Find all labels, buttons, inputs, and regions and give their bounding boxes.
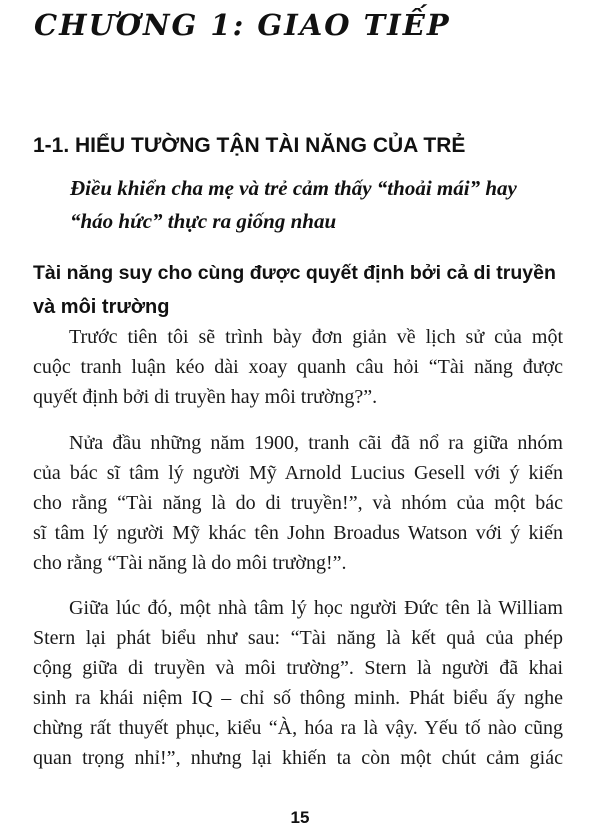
text-line: sĩ tâm lý người Mỹ khác tên John Broadus Watson với ý kiến [33,522,563,544]
text-line: quyết định bởi di truyền hay môi trường?”. [33,386,378,408]
text-line: cuộc tranh luận kéo dài xoay quanh câu hỏi “Tài năng được [33,356,563,378]
text-line: cộng giữa di truyền và môi trường”. Stern là người đã khai [33,657,563,679]
text-line: Nửa đầu những năm 1900, tranh cãi đã nổ ra giữa nhóm [69,432,563,454]
section-heading: 1-1. HIỂU TƯỜNG TẬN TÀI NĂNG CỦA TRẺ [33,134,466,157]
text-line: Giữa lúc đó, một nhà tâm lý học người Đức tên là William [69,597,563,619]
paragraph-1 [33,322,563,412]
paragraph-2 [33,428,563,578]
text-line: sinh ra khái niệm IQ – chỉ số thông minh. Phát biểu ấy nghe [33,687,563,709]
subheading-line: và môi trường [33,296,170,318]
subtitle-line: Điều khiển cha mẹ và trẻ cảm thấy “thoải mái” hay [70,176,517,200]
page-number: 15 [290,808,310,827]
text-line: chừng rất thuyết phục, kiểu “À, hóa ra là vậy. Yếu tố nào cũng [33,717,563,739]
subheading [33,256,563,324]
text-line: quan trọng nhỉ!”, nhưng lại khiến ta còn một chút cảm giác [33,747,563,769]
paragraph-3 [33,593,563,773]
text-line: Stern lại phát biểu như sau: “Tài năng là kết quả của phép [33,627,563,649]
text-line: Trước tiên tôi sẽ trình bày đơn giản về lịch sử của một [69,326,563,348]
subheading-line: Tài năng suy cho cùng được quyết định bởi cả di truyền [33,262,556,284]
text-line: cho rằng “Tài năng là do di truyền!”, và nhóm của một bác [33,492,563,514]
section-subtitle [70,172,562,238]
text-line: cho rằng “Tài năng là do môi trường!”. [33,552,347,574]
subtitle-line: “háo hức” thực ra giống nhau [70,209,337,233]
text-line: của bác sĩ tâm lý người Mỹ Arnold Lucius Gesell với ý kiến [33,462,563,484]
chapter-title: CHƯƠNG 1: GIAO TIẾP [34,8,451,42]
